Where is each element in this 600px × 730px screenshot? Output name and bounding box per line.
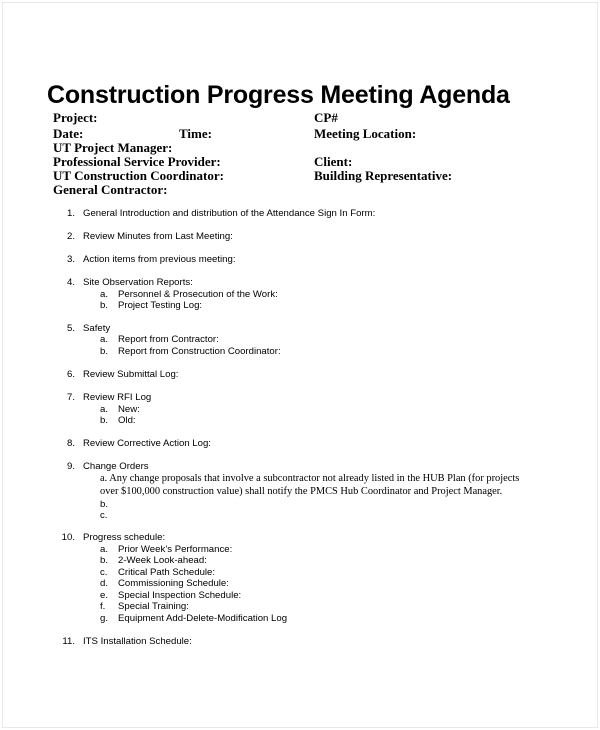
- agenda-subitem: [100, 472, 519, 485]
- subitem-letter: d.: [100, 578, 109, 589]
- agenda-number: 8.: [66, 438, 75, 449]
- agenda-text: Review Minutes from Last Meeting:: [83, 231, 233, 242]
- subitem-text: Prior Week’s Performance:: [118, 544, 233, 555]
- subitem-letter: a.: [100, 289, 109, 300]
- subitem-text: Project Testing Log:: [118, 300, 203, 311]
- subitem-letter: f.: [100, 601, 106, 612]
- agenda-number: 11.: [62, 636, 75, 647]
- agenda-text: ITS Installation Schedule:: [83, 636, 192, 647]
- agenda-number: 7.: [66, 392, 75, 403]
- agenda-text: Progress schedule:: [83, 532, 166, 543]
- agenda-text: Safety: [83, 323, 111, 334]
- subitem-continuation: over $100,000 construction value) shall notify the PMCS Hub Coordinator and Project Manager.: [100, 486, 503, 497]
- agenda-text: Review RFI Log: [83, 392, 152, 403]
- project-label: Project:: [53, 110, 98, 125]
- subitem-text: Old:: [118, 415, 136, 426]
- ut-construction-coordinator-label: UT Construction Coordinator:: [53, 168, 224, 183]
- subitem-letter: a.: [100, 544, 109, 555]
- subitem-letter: c.: [100, 567, 108, 578]
- subitem-text: Report from Contractor:: [118, 334, 219, 345]
- subitem-letter: c.: [100, 510, 108, 521]
- subitem-text: Special Inspection Schedule:: [118, 590, 242, 601]
- subitem-text: Report from Construction Coordinator:: [118, 346, 281, 357]
- subitem-letter: a.: [100, 473, 108, 484]
- client-label: Client:: [314, 154, 353, 169]
- subitem-letter: b.: [100, 555, 109, 566]
- agenda-text: Review Submittal Log:: [83, 369, 179, 380]
- meeting-location-label: Meeting Location:: [314, 126, 417, 141]
- subitem-letter: b.: [100, 499, 109, 510]
- date-label: Date:: [53, 126, 84, 141]
- subitem-text: Critical Path Schedule:: [118, 567, 216, 578]
- subitem-letter: b.: [100, 346, 109, 357]
- ut-project-manager-label: UT Project Manager:: [53, 140, 173, 155]
- subitem-text: Any change proposals that involve a subcontractor not already listed in the HUB Plan (for projects: [109, 473, 520, 484]
- subitem-text: Personnel & Prosecution of the Work:: [118, 289, 278, 300]
- agenda-text: Site Observation Reports:: [83, 277, 193, 288]
- subitem-text: Commissioning Schedule:: [118, 578, 229, 589]
- agenda-number: 4.: [66, 277, 75, 288]
- subitem-text: Special Training:: [118, 601, 189, 612]
- time-label: Time:: [179, 126, 212, 141]
- agenda-number: 2.: [66, 231, 75, 242]
- subitem-letter: g.: [100, 613, 109, 624]
- agenda-number: 10.: [61, 532, 75, 543]
- agenda-text: Change Orders: [83, 461, 149, 472]
- agenda-number: 5.: [66, 323, 75, 334]
- professional-service-provider-label: Professional Service Provider:: [53, 154, 221, 169]
- subitem-text: 2-Week Look-ahead:: [118, 555, 207, 566]
- subitem-letter: a.: [100, 334, 109, 345]
- subitem-text: Equipment Add-Delete-Modification Log: [118, 613, 288, 624]
- agenda-text: Action items from previous meeting:: [83, 254, 236, 265]
- agenda-text: Review Corrective Action Log:: [83, 438, 211, 449]
- subitem-letter: b.: [100, 300, 109, 311]
- subitem-letter: b.: [100, 415, 109, 426]
- agenda-number: 1.: [66, 208, 75, 219]
- general-contractor-label: General Contractor:: [53, 182, 168, 197]
- document-title: Construction Progress Meeting Agenda: [47, 81, 510, 109]
- agenda-text: General Introduction and distribution of the Attendance Sign In Form:: [83, 208, 376, 219]
- agenda-number: 6.: [66, 369, 75, 380]
- subitem-letter: a.: [100, 404, 109, 415]
- cp-number-label: CP#: [314, 110, 338, 125]
- subitem-text: New:: [118, 404, 140, 415]
- building-representative-label: Building Representative:: [314, 168, 453, 183]
- agenda-number: 3.: [66, 254, 75, 265]
- agenda-number: 9.: [66, 461, 75, 472]
- subitem-letter: e.: [100, 590, 109, 601]
